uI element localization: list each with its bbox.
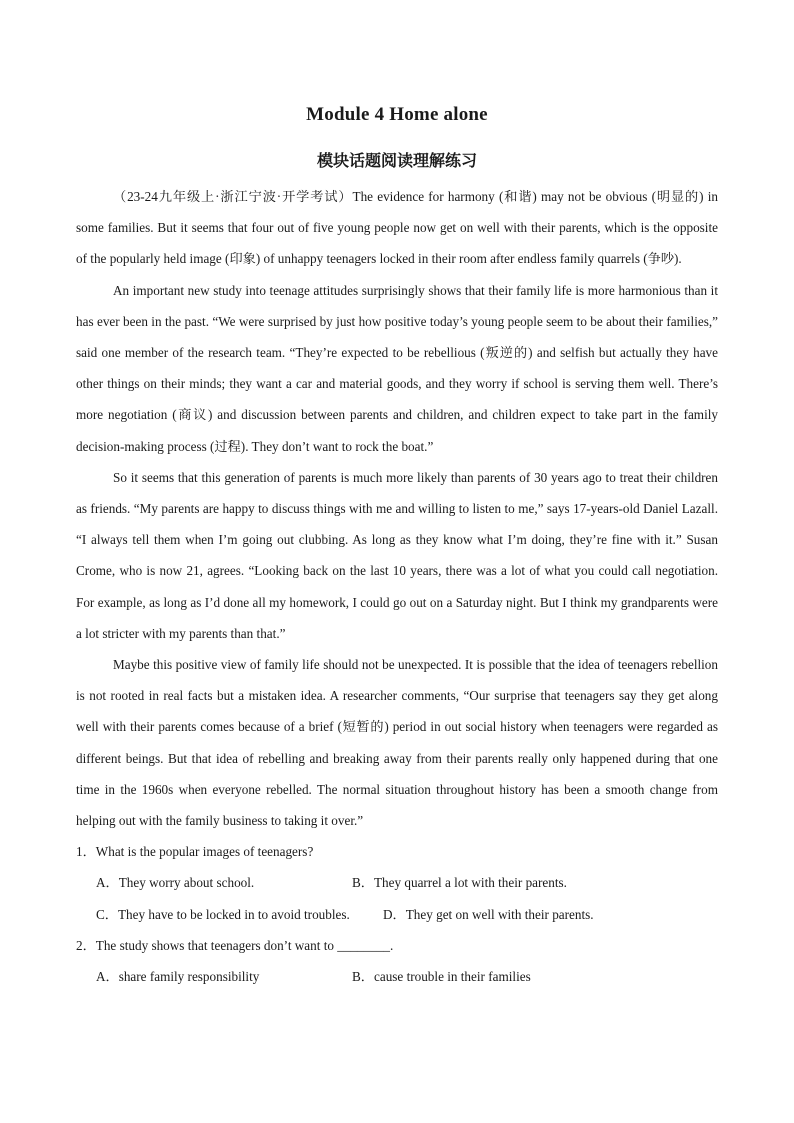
- option-d: D．They get on well with their parents.: [383, 906, 594, 922]
- page-title: Module 4 Home alone: [306, 104, 488, 125]
- passage-paragraph: （23-24九年级上·浙江宁波·开学考试）The evidence for harmony (和谐) may not be obvious (明显的) in some families. But it seems that four out of five young people now get on well with their parents, which is the opposite of the popularly held image (印象) of unhappy teenagers locked in their room after endless family quarrels (争吵).: [76, 189, 718, 267]
- option-b: B．They quarrel a lot with their parents.: [352, 875, 567, 891]
- document-body: [76, 181, 718, 992]
- option-row: [76, 899, 718, 930]
- question-stem: 1．What is the popular images of teenagers?: [76, 844, 314, 860]
- option-b: B．cause trouble in their families: [352, 969, 531, 985]
- question-list: [76, 836, 718, 992]
- question-stem: 2．The study shows that teenagers don’t want to ________.: [76, 937, 394, 953]
- passage-paragraph: Maybe this positive view of family life should not be unexpected. It is possible that the idea of teenagers rebellion is not rooted in real facts but a mistaken idea. A researcher comments, “Our surprise that teenagers say they get along well with their parents comes because of a brief (短暂的) period in out social history when teenagers were regarded as different beings. But that idea of rebelling and breaking away from their parents really only happened during that one time in the 1960s when everyone rebelled. The normal situation throughout history has been a smooth change from helping out with the family business to taking it over.”: [76, 657, 718, 829]
- passage-paragraph: An important new study into teenage attitudes surprisingly shows that their family life is more harmonious than it has ever been in the past. “We were surprised by just how positive today’s young people seem to be about their families,” said one member of the research team. “They’re expected to be rebellious (叛逆的) and selfish but actually they have other things on their minds; they want a car and material goods, and they worry if school is serving them well. There’s more negotiation (商议) and discussion between parents and children, and children expect to take part in the family decision-making process (过程). They don’t want to rock the boat.”: [76, 282, 718, 454]
- option-a: A．They worry about school.: [96, 875, 255, 891]
- question-1: [76, 836, 718, 930]
- option-a: A．share family responsibility: [96, 969, 260, 985]
- question-2: [76, 930, 718, 992]
- page-subtitle: 模块话题阅读理解练习: [316, 151, 477, 170]
- option-c: C．They have to be locked in to avoid troubles.: [96, 906, 350, 922]
- passage-paragraph: So it seems that this generation of parents is much more likely than parents of 30 years ago to treat their children as friends. “My parents are happy to discuss things with me and willing to listen to me,” says 17-years-old Daniel Lazall. “I always tell them when I’m going out clubbing. As long as they know what I’m doing, they’re fine with it.” Susan Crome, who is now 21, agrees. “Looking back on the last 10 years, there was a lot of what you could call negotiation. For example, as long as I’d done all my homework, I could go out on a Saturday night. But I think my grandparents were a lot stricter with my parents than that.”: [76, 469, 718, 641]
- option-row: [76, 867, 718, 898]
- option-row: [76, 961, 718, 992]
